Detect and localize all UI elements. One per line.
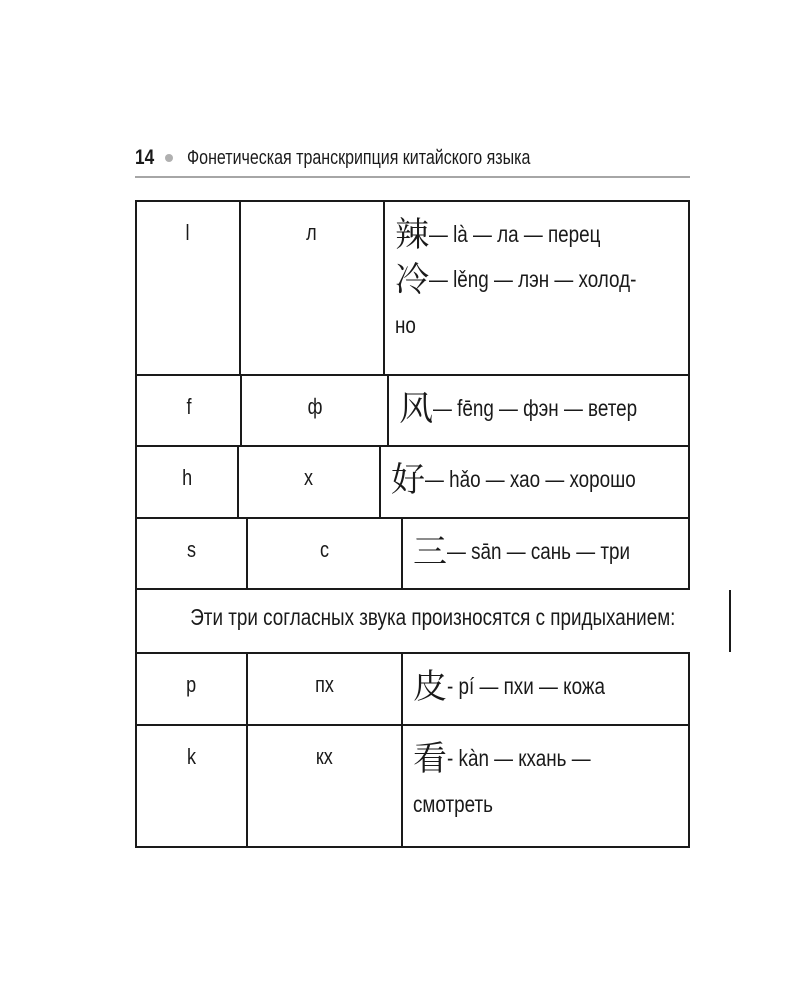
- table-row-note: [137, 590, 690, 654]
- russian-cell: ф: [242, 376, 389, 445]
- russian-cell: л: [241, 202, 386, 374]
- example-line: [395, 212, 682, 257]
- table-row: [137, 519, 690, 590]
- pinyin-cell: p: [137, 654, 248, 724]
- bullet-dot-icon: [165, 154, 173, 162]
- example-line: [413, 736, 682, 781]
- example-text: — lěng — лэн — холод-: [429, 266, 637, 292]
- hanzi-character: 好: [390, 460, 425, 500]
- example-text: — hǎo — хао — хорошо: [424, 466, 636, 492]
- example-text: — sān — сань — три: [447, 538, 631, 564]
- example-text: - kàn — кхань —: [447, 745, 591, 771]
- running-title: Фонетическая транскрипция китайского языка: [187, 146, 531, 169]
- example-cell: [385, 202, 690, 374]
- table-row: [137, 726, 690, 848]
- table-row: [137, 376, 690, 447]
- example-cell: [381, 447, 690, 517]
- hanzi-character: 辣: [395, 215, 430, 255]
- example-cell: [403, 519, 690, 588]
- example-cell: [403, 654, 690, 724]
- example-cell: [403, 726, 690, 846]
- example-line: [399, 386, 682, 431]
- table-row: [137, 447, 690, 519]
- example-continuation: но: [395, 312, 417, 338]
- page-header: [135, 140, 690, 178]
- hanzi-character: 皮: [413, 667, 447, 707]
- table-row: [137, 654, 690, 726]
- hanzi-character: 风: [399, 389, 434, 429]
- hanzi-character: 冷: [395, 260, 430, 300]
- russian-cell: х: [239, 447, 381, 517]
- example-continuation: смотреть: [413, 791, 493, 817]
- example-line: [395, 257, 682, 302]
- example-text: — là — ла — перец: [429, 221, 601, 247]
- example-line: [391, 457, 682, 502]
- pinyin-cell: s: [137, 519, 248, 588]
- table-row: [137, 202, 690, 376]
- example-line: [413, 664, 682, 709]
- pinyin-cell: k: [137, 726, 248, 846]
- page-number: 14: [135, 146, 155, 169]
- phonetic-table: [135, 200, 690, 848]
- pinyin-cell: l: [137, 202, 241, 374]
- example-cell: [389, 376, 690, 445]
- example-line: [413, 529, 682, 574]
- example-text: — fēng — фэн — ветер: [433, 395, 638, 421]
- russian-cell: с: [248, 519, 403, 588]
- pinyin-cell: h: [137, 447, 239, 517]
- russian-cell: пх: [248, 654, 403, 724]
- example-text: - pí — пхи — кожа: [447, 673, 605, 699]
- hanzi-character: 看: [413, 739, 447, 779]
- hanzi-character: 三: [413, 532, 447, 572]
- pinyin-cell: f: [137, 376, 242, 445]
- russian-cell: кх: [248, 726, 403, 846]
- aspiration-note: Эти три согласных звука произносятся с придыханием:: [137, 590, 731, 652]
